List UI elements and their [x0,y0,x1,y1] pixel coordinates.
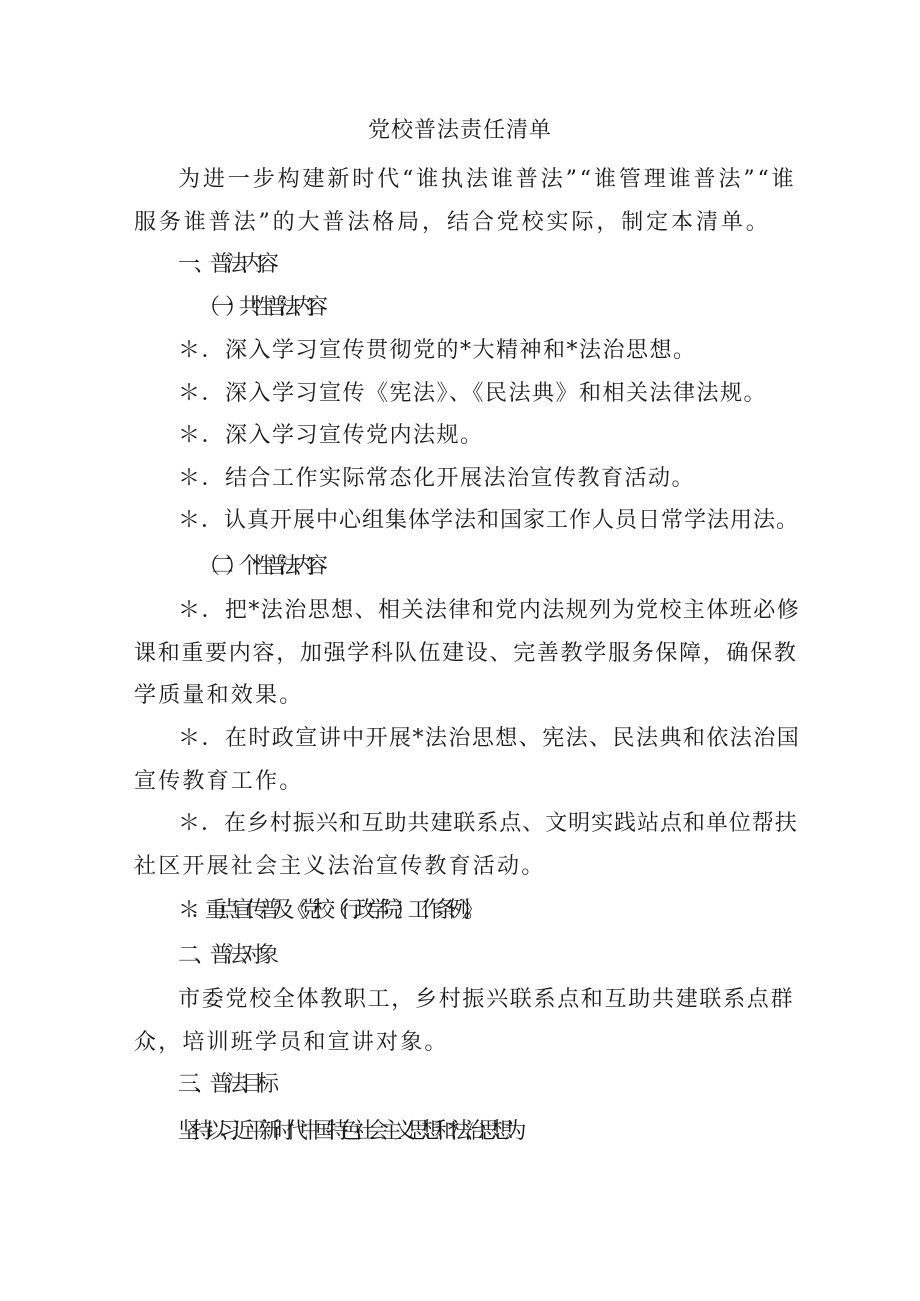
section1-heading: 一、普法内容 [178,252,273,277]
sub2-item-1 [134,590,801,718]
section2-text [134,979,794,1064]
document-title: 党校普法责任清单 [367,118,552,143]
intro-line-1: 为进一步构建新时代“谁执法谁普法”“谁管理谁普法”“谁 [178,167,797,192]
sub2-item-3 [134,803,798,888]
list-item: ＊．结合工作实际常态化开展法治宣传教育活动。 [178,465,696,491]
sub2-item-2 [134,718,801,803]
list-item: ＊．深入学习宣传党内法规。 [178,423,484,448]
item3-line-1: ＊．在乡村振兴和互助共建联系点、文明实践站点和单位帮扶 [178,811,798,836]
item1-line-3: 学质量和效果。 [134,683,304,708]
sub2-item-4: ＊．重点宣传普及《党校（行政学院）工作条例》。 [178,898,478,923]
item1-line-2: 课和重要内容，加强学科队伍建设、完善教学服务保障，确保教 [134,640,798,666]
intro-line-2: 服务谁普法”的大普法格局，结合党校实际，制定本清单。 [134,209,771,235]
list-item: ＊．深入学习宣传贯彻党的*大精神和*法治思想。 [178,338,697,363]
intro-paragraph [134,159,797,244]
list-item: ＊．认真开展中心组集体学法和国家工作人员日常学法用法。 [178,508,800,533]
sub1-items [134,330,800,543]
section3-heading: 三、普法目标 [178,1072,273,1097]
item2-line-2: 宣传教育工作。 [134,768,304,794]
item2-line-1: ＊．在时政宣讲中开展*法治思想、宪法、民法典和依法治国 [178,726,801,751]
item1-line-1: ＊．把*法治思想、相关法律和党内法规列为党校主体班必修 [178,598,801,623]
section2-line-1: 市委党校全体教职工，乡村振兴联系点和互助共建联系点群 [178,987,795,1012]
section2-line-2: 众，培训班学员和宣讲对象。 [134,1029,449,1055]
sub1-heading: （一）共性普法内容 [198,295,320,320]
item3-line-2: 社区开展社会主义法治宣传教育活动。 [134,853,546,879]
section3-text: 坚持以习近平新时代中国特色社会主义思想和*法治思想为 [178,1119,519,1144]
section2-heading: 二、普法对象 [178,943,273,968]
list-item: ＊．深入学习宣传《宪法》、《民法典》和相关法律法规。 [178,380,768,406]
sub2-heading: （二）个性普法内容 [198,554,320,579]
